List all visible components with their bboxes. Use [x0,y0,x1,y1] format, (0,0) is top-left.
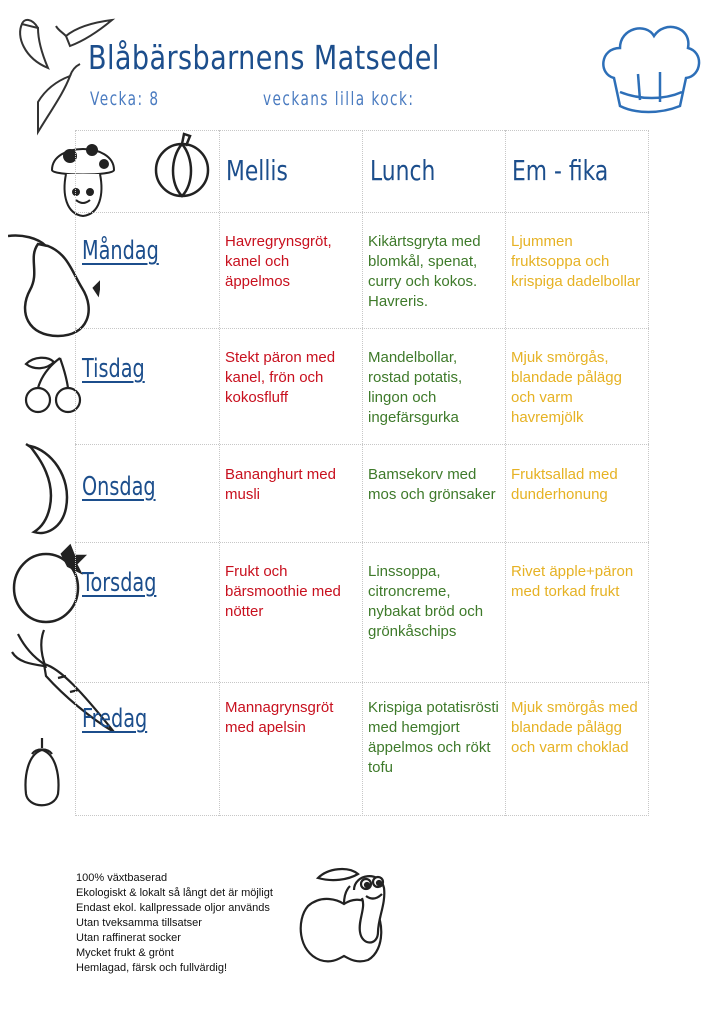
day-label-fredag: Fredag [82,704,148,734]
footer-line: Utan tveksamma tillsatser [76,917,202,929]
column-header-lunch: Lunch [370,154,436,187]
mellis-cell: Havregrynsgröt, kanel och äppelmos [225,233,332,290]
day-label-tisdag: Tisdag [82,354,145,384]
mellis-cell: Stekt päron med kanel, frön och kokosfluff [225,349,336,406]
page-title: Blåbärsbarnens Matsedel [88,38,440,77]
eggplant-icon [18,736,66,814]
fika-cell: Mjuk smörgås med blandade pålägg och varm choklad [511,699,638,756]
week-label: Vecka: 8 [90,88,160,110]
mellis-cell: Mannagrynsgröt med apelsin [225,699,334,736]
fika-cell: Fruktsallad med dunderhonung [511,466,618,503]
footer-line: 100% växtbaserad [76,872,168,884]
chef-hat-icon [596,14,706,124]
footer-line: Hemlagad, färsk och fullvärdig! [76,962,228,974]
fika-cell: Ljummen fruktsoppa och krispiga dadelbollar [511,233,641,290]
day-label-mandag: Måndag [82,236,159,266]
banana-icon [16,440,76,538]
lunch-cell: Mandelbollar, rostad potatis, lingon och ingefärsgurka [368,349,463,426]
mellis-cell: Bananghurt med musli [225,466,336,503]
footer-notes [76,871,273,976]
lunch-cell: Krispiga potatisrösti med hemgjort äppelmos och rökt tofu [368,699,499,776]
apple-worm-icon [288,860,398,970]
footer-line: Ekologiskt & lokalt så långt det är möjligt [76,887,273,899]
column-header-mellis: Mellis [226,154,288,187]
fika-cell: Mjuk smörgås, blandade pålägg och varm havremjölk [511,349,622,426]
column-header-fika: Em - fika [512,154,609,187]
footer-line: Endast ekol. kallpressade oljor används [76,902,270,914]
footer-line: Mycket frukt & grönt [76,947,174,959]
day-label-torsdag: Torsdag [82,568,157,598]
lunch-cell: Linssoppa, citroncreme, nybakat bröd och grönkåschips [368,563,484,640]
footer-line: Utan raffinerat socker [76,932,181,944]
day-label-onsdag: Onsdag [82,472,156,502]
lunch-cell: Bamsekorv med mos och grönsaker [368,466,496,503]
fika-cell: Rivet äpple+päron med torkad frukt [511,563,634,600]
cook-label: veckans lilla kock: [263,88,415,110]
mellis-cell: Frukt och bärsmoothie med nötter [225,563,341,620]
lunch-cell: Kikärtsgryta med blomkål, spenat, curry och kokos. Havreris. [368,233,481,310]
